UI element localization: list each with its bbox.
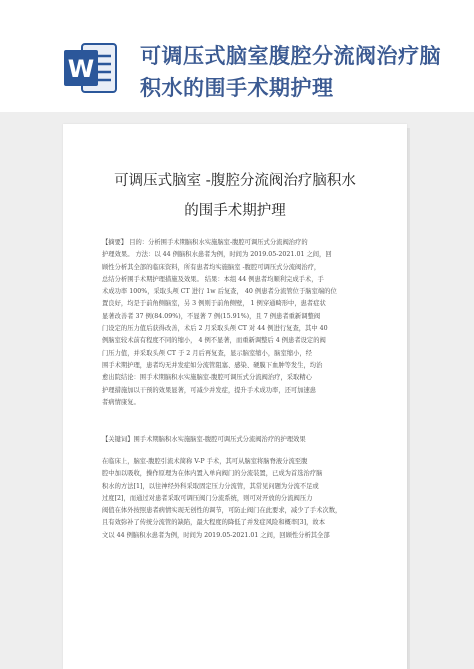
abstract-line: 护理措施加以干预的效果显著，可减少并发症，提升手术成功率，还可加速患 [102,386,317,394]
abstract-line: 术成功率 100%，采取头颅 CT 进行 1w 后复查， 40 例患者分流管位于脑室端的位 [102,288,337,296]
abstract-line: 护理效果。 方法：以 44 例脑积水患者为例，时间为 2019.05-2021.01 之间，回 [102,251,332,259]
banner-title: 可调压式脑室腹腔分流阀治疗脑积水的围手术期护理 [140,44,441,100]
word-document-icon [62,40,120,96]
document-title [83,166,387,226]
abstract-line: 门压力值，并采取头颅 CT 于 2 月后再复查，显示脑室缩小，脑室缩小，经 [102,349,312,357]
document-title-line-1: 可调压式脑室 -腹腔分流阀治疗脑积水 [114,173,356,189]
abstract-line: 总结分析围手术期护理措施及效果。 结果：本组 44 例患者均顺利完成手术，手 [102,275,324,283]
intro-line: 腔中加以吸收，操作原理为在体内置入单向阀门的分流装置，已成为首选治疗脑 [102,470,323,478]
intro-line: 积水的方法[1]，以往神经外科采取固定压力分流管，其常见问题为分流不足或 [102,482,319,490]
intro-line: 阀值在体外按照患者病情实现无创性的调节，可防止阀门在此要求，减少了手术次数， [102,507,342,515]
intro-line: 在临床上，脑室-腹腔引流术简称 V-P 手术，其可从脑室将脑脊液分流至腹 [102,458,308,465]
logo-letter: W [67,55,95,83]
intro-line: 过度[2]，而通过对患者采取可调压阀门分流系统，则可对开放的分流阀压力 [102,494,313,502]
abstract-line: 例脑室较术前有程度不同的缩小， 4 例不显著，而重新调整后 4 例患者设定的阀 [102,337,326,345]
abstract-line: 者病情康复。 [102,398,140,406]
intro-line: 且有效弥补了传统分流管的缺陷，最大程度的降低了并发症风险和概率[3]，故本 [102,519,326,527]
abstract-line: 【摘要】 目的：分析围手术期脑积水实施脑室-腹腔可调压式分流阀治疗的 [102,239,308,246]
intro-paragraph [102,456,372,542]
abstract-line: 围手术期护理，患者均无并发症如分流管阻塞、感染、硬膜下血肿等发生，均治 [102,361,323,369]
abstract-line: 顾性分析其全部的临床资料，所有患者均实施脑室 -腹腔可调压式分流阀治疗， [102,263,321,271]
abstract-paragraph [102,237,372,409]
document-page [63,124,407,669]
abstract-line: 置良好，均是于前角侧脑室，另 3 例则于前角侧壁， 1 例穿通畸形中，患者症状 [102,300,326,308]
preview-banner [0,0,474,112]
abstract-line: 愈出院结论：围手术期脑积水实施脑室-腹腔可调压式分流阀治疗，采取精心 [102,374,312,382]
abstract-line: 门设定的压力值后获得改善，术后 2 月采取头颅 CT 对 44 例进行复查，其中 40 [102,325,328,333]
abstract-line: 显著改善者 37 例(84.09%)，不显著 7 例(15.91%)，且 7 例患者重新调整阀 [102,312,321,320]
intro-line: 文以 44 例脑积水患者为例，时间为 2019.05-2021.01 之间，回顾性分析其全部 [102,531,330,539]
document-title-line-2: 的围手术期护理 [184,203,286,219]
keywords-line: 【关键词】围手术期脑积水实施脑室-腹腔可调压式分流阀治疗的护理效果 [102,436,306,443]
keywords-paragraph [102,434,372,446]
